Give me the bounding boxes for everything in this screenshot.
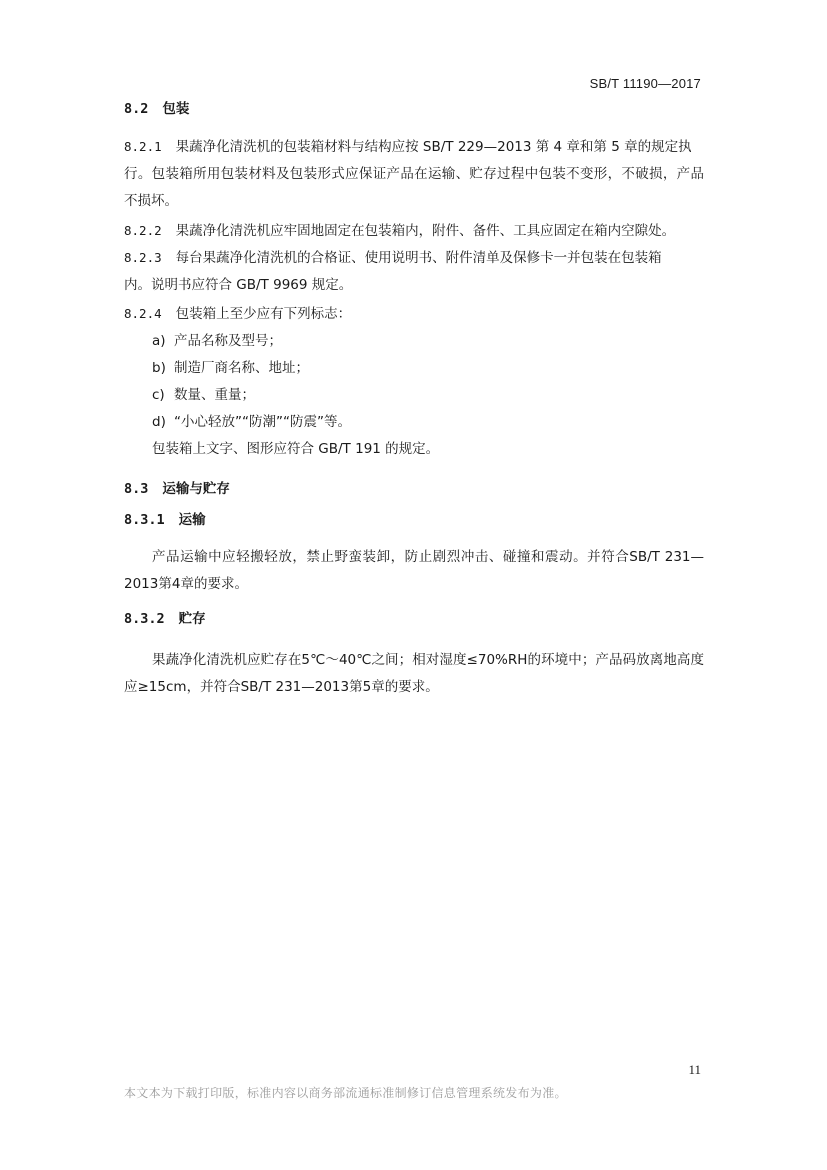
section-8-3-1-text: 产品运输中应轻搬轻放，禁止野蛮装卸，防止剧烈冲击、碰撞和震动。并符合SB/T 231—2013第4章的要求。 [124,549,704,592]
section-8-2-1 [124,133,704,215]
section-8-3-2-text: 果蔬净化清洗机应贮存在5℃～40℃之间；相对湿度≤70%RH的环境中；产品码放离地高度应≥15cm，并符合SB/T 231—2013第5章的要求。 [124,652,704,695]
list-item-text: 产品名称及型号； [174,333,282,349]
list-item [124,355,704,382]
page-number: 11 [688,1062,701,1077]
section-8-2-2 [124,217,704,245]
section-8-2-4 [124,300,704,463]
section-number: 8.2 [124,101,149,117]
closing-text: 包装箱上文字、图形应符合 GB/T 191 的规定。 [152,441,440,457]
list-marker: d) [152,414,166,430]
section-number: 8.3.1 [124,512,165,528]
section-title: 运输与贮存 [162,481,230,497]
list-marker: c) [152,387,165,403]
paragraph-text: 包装箱上至少应有下列标志： [175,306,352,322]
section-number: 8.2.1 [124,139,162,154]
paragraph-text: 果蔬净化清洗机应牢固地固定在包装箱内，附件、备件、工具应固定在箱内空隙处。 [175,223,676,239]
section-title: 运输 [178,512,206,528]
list-item [124,409,704,436]
list-marker: b) [152,360,166,376]
section-number: 8.2.3 [124,250,162,265]
list-marker: a) [152,333,166,349]
list-item [124,382,704,409]
paragraph-text: 每台果蔬净化清洗机的合格证、使用说明书、附件清单及保修卡一并包装在包装箱 [175,250,662,266]
list-item-text: 数量、重量； [174,387,255,403]
standard-code: SB/T 11190—2017 [589,76,701,91]
section-number: 8.3.2 [124,611,165,627]
section-number: 8.2.4 [124,306,162,321]
section-8-3-heading [124,476,704,503]
list-item-text: 制造厂商名称、地址； [174,360,309,376]
section-number: 8.2.2 [124,223,162,238]
list-item [124,328,704,355]
section-8-2-3 [124,244,704,299]
section-number: 8.3 [124,481,149,497]
section-8-3-1-heading [124,507,704,534]
paragraph-text: 果蔬净化清洗机的包装箱材料与结构应按 SB/T 229—2013 第 4 章和第 5 章的规定执 [175,139,692,155]
list-item-text: “小心轻放”“防潮”“防震”等。 [174,414,351,430]
footer-note: 本文本为下载打印版，标准内容以商务部流通标准制修订信息管理系统发布为准。 [124,1086,567,1100]
paragraph-text: 行。包装箱所用包装材料及包装形式应保证产品在运输、贮存过程中包装不变形，不破损，产品不损坏。 [124,166,704,209]
section-8-2-heading [124,96,704,123]
paragraph-text: 内。说明书应符合 GB/T 9969 规定。 [124,277,353,293]
section-title: 贮存 [178,611,206,627]
section-8-3-2-heading [124,606,704,633]
section-title: 包装 [162,101,190,117]
